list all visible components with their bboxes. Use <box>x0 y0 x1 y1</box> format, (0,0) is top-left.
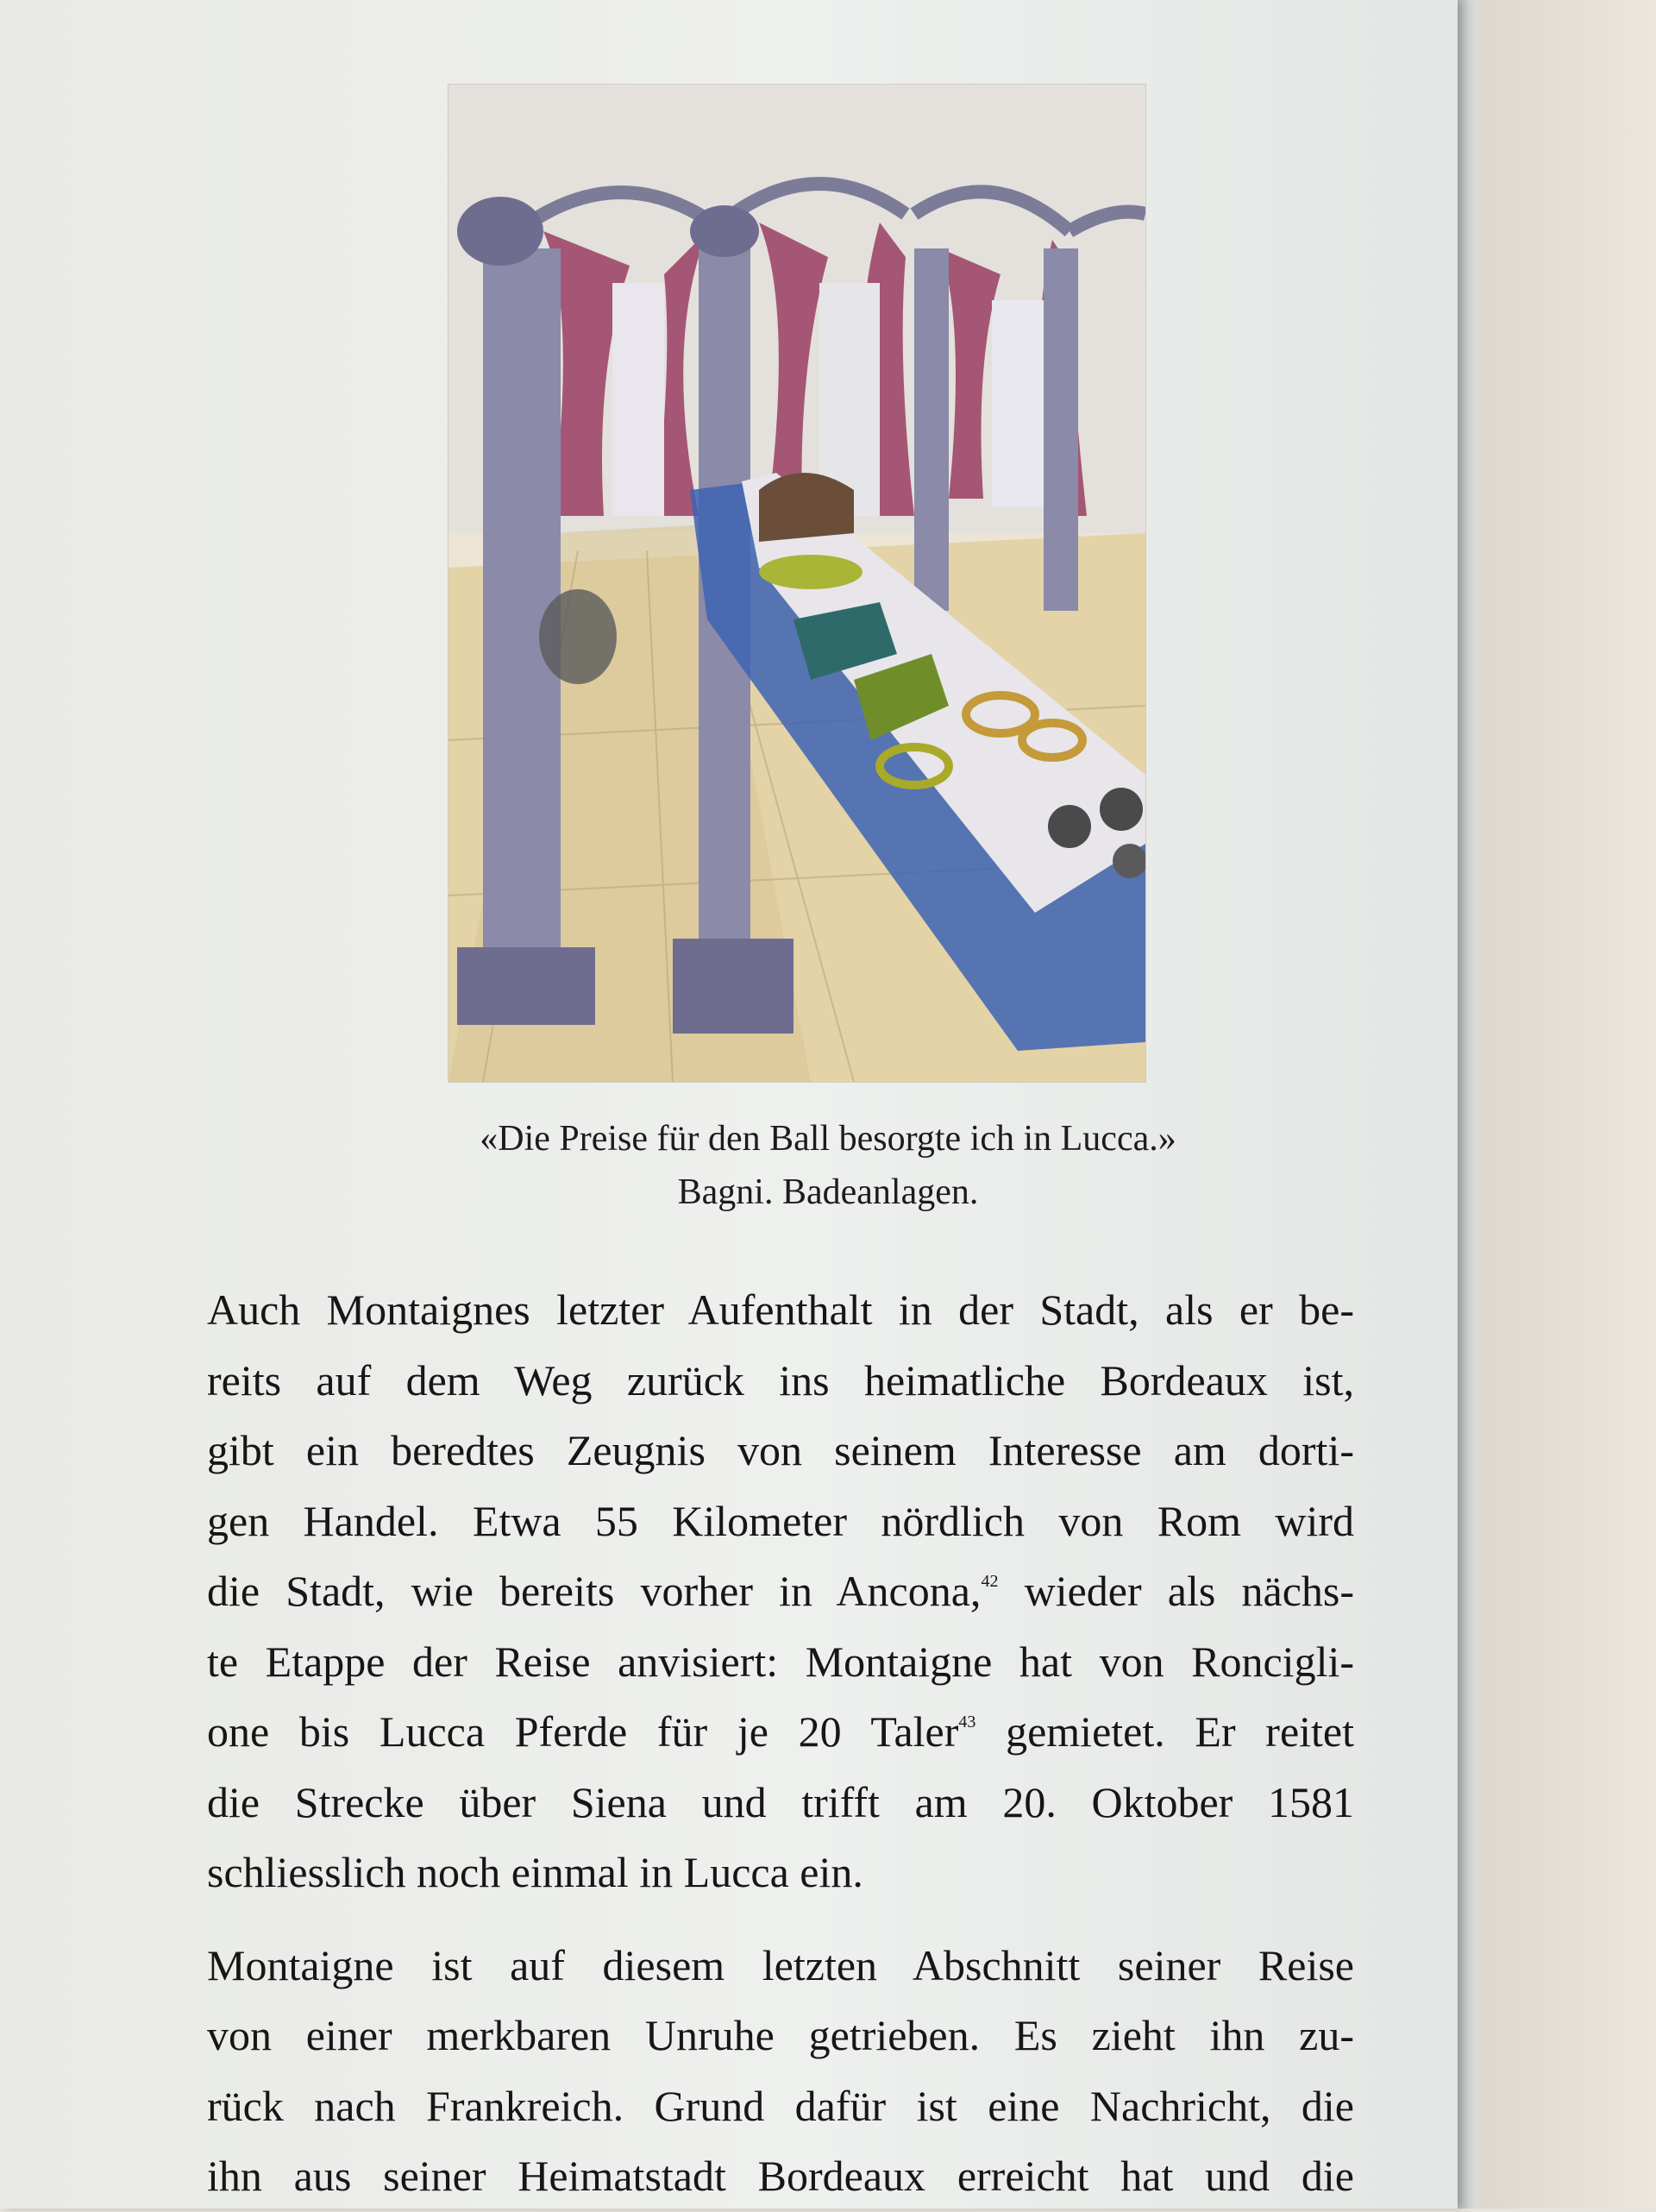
body-text <box>207 1275 1354 2212</box>
text-segment: wieder als nächs- <box>998 1567 1354 1615</box>
text-segment: gemietet. Er reitet <box>975 1707 1355 1756</box>
text-line: ihn aus seiner Heimatstadt Bordeaux erreicht hat und die <box>207 2152 1354 2200</box>
paragraph <box>207 1275 1354 1908</box>
text-line: reits auf dem Weg zurück ins heimatliche Bordeaux ist, <box>207 1355 1354 1404</box>
text-line: rück nach Frankreich. Grund dafür ist eine Nachricht, die <box>207 2081 1354 2130</box>
caption-subtitle: Bagni. Badeanlagen. <box>677 1172 979 1212</box>
page-edge <box>1458 0 1478 2209</box>
caption-quote: «Die Preise für den Ball besorgte ich in Lucca.» <box>480 1119 1176 1159</box>
text-line: gen Handel. Etwa 55 Kilometer nördlich von Rom wird <box>207 1496 1354 1545</box>
text-segment: one bis Lucca Pferde für je 20 Taler <box>207 1707 959 1756</box>
drawing-ballroom-icon <box>448 85 1145 1082</box>
paragraph <box>207 1931 1354 2212</box>
footnote-marker: 43 <box>958 1712 976 1731</box>
text-line: Montaigne ist auf diesem letzten Abschnitt seiner Reise <box>207 1940 1354 1989</box>
text-line: Auch Montaignes letzter Aufenthalt in der Stadt, als er be- <box>207 1285 1354 1334</box>
illustration <box>448 85 1145 1082</box>
background-surface <box>1478 0 1656 2209</box>
text-segment: die Stadt, wie bereits vorher in Ancona, <box>207 1567 982 1615</box>
footnote-marker: 42 <box>981 1572 999 1591</box>
text-line: die Strecke über Siena und trifft am 20. Oktober 1581 <box>207 1777 1354 1826</box>
text-line: schliesslich noch einmal in Lucca ein. <box>207 1848 863 1896</box>
text-line <box>207 1697 1354 1768</box>
text-line: gibt ein beredtes Zeugnis von seinem Interesse am dorti- <box>207 1426 1354 1474</box>
text-line: von einer merkbaren Unruhe getrieben. Es zieht ihn zu- <box>207 2011 1354 2059</box>
text-line: te Etappe der Reise anvisiert: Montaigne hat von Roncigli- <box>207 1637 1354 1686</box>
text-line <box>207 1556 1354 1627</box>
